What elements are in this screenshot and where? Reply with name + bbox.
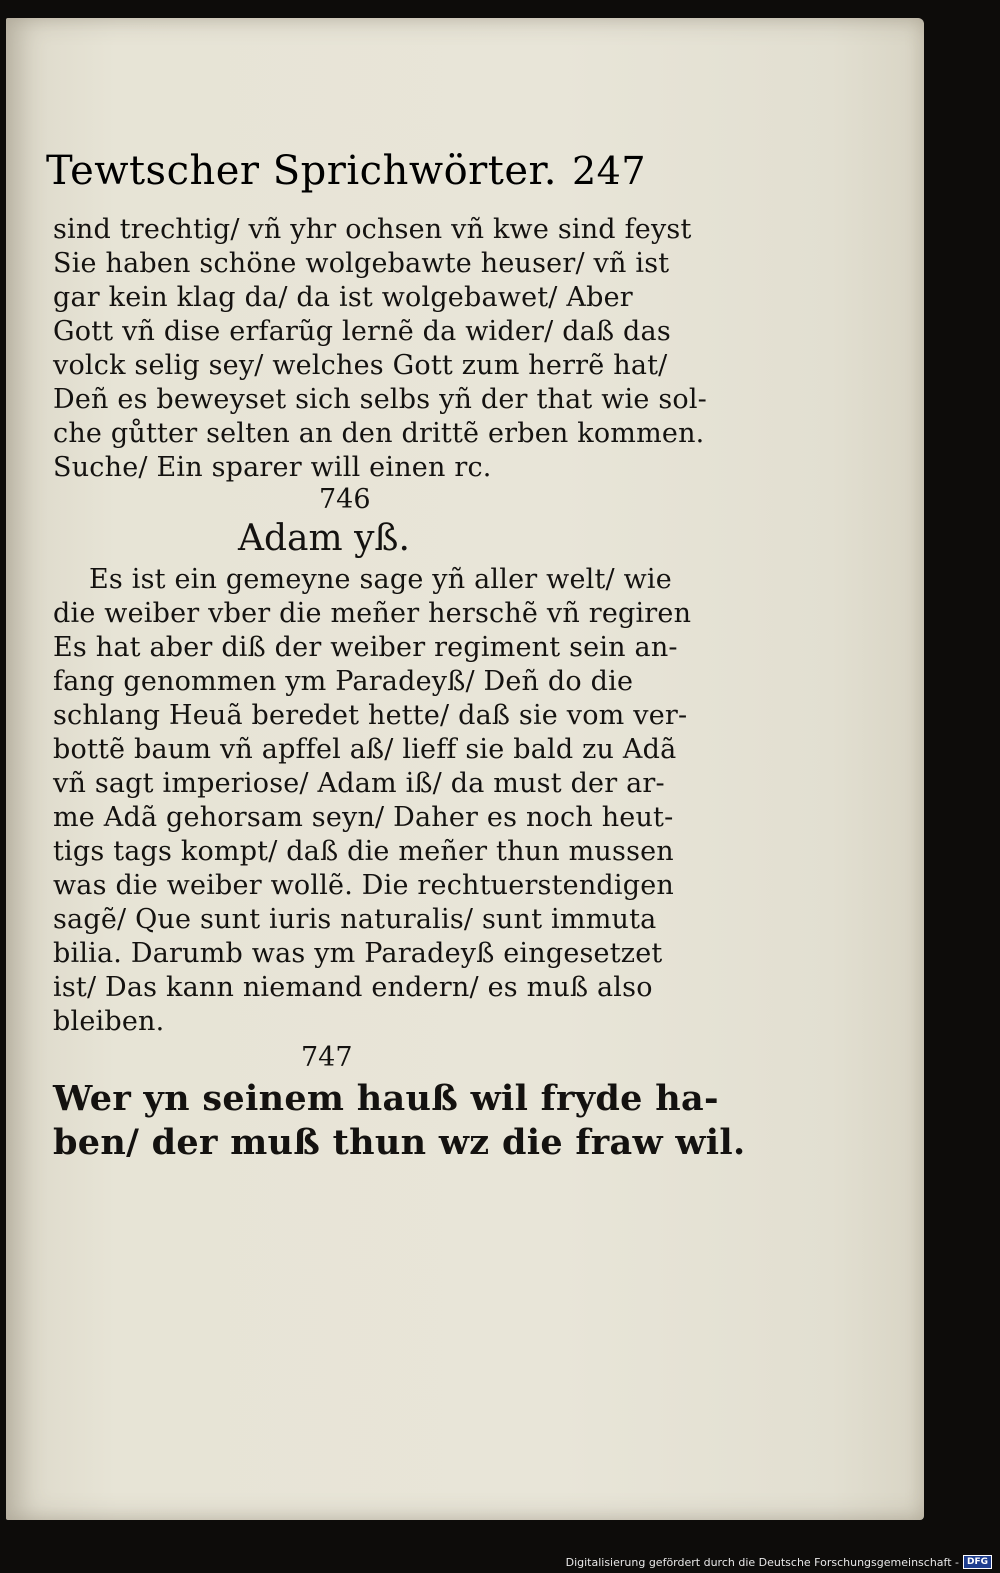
entry-number-746: 746 xyxy=(319,484,371,515)
dfg-logo: DFG xyxy=(963,1555,992,1569)
entry-heading-746: Adam yß. xyxy=(238,518,410,559)
text-line: me Adã gehorsam seyn/ Daher es noch heut- xyxy=(53,802,674,833)
text-line: Deñ es beweyset sich selbs yñ der that wie sol- xyxy=(53,384,707,415)
book-page xyxy=(6,18,924,1520)
text-line: was die weiber wollẽ. Die rechtuerstendigen xyxy=(53,870,674,901)
text-line: che gůtter selten an den drittẽ erben kommen. xyxy=(53,418,705,449)
text-line: sagẽ/ Que sunt iuris naturalis/ sunt immuta xyxy=(53,904,657,935)
running-title: Tewtscher Sprichwörter. xyxy=(46,148,557,194)
proverb-line: ben/ der muß thun wz die fraw wil. xyxy=(53,1122,746,1163)
text-line: bleiben. xyxy=(53,1006,165,1037)
text-line: tigs tags kompt/ daß die meñer thun mussen xyxy=(53,836,674,867)
entry-number-747: 747 xyxy=(301,1042,353,1073)
page-number: 247 xyxy=(571,149,646,193)
text-line: ist/ Das kann niemand endern/ es muß also xyxy=(53,972,653,1003)
text-line: sind trechtig/ vñ yhr ochsen vñ kwe sind feyst xyxy=(53,214,692,245)
text-line: fang genommen ym Paradeyß/ Deñ do die xyxy=(53,666,634,697)
text-line: Suche/ Ein sparer will einen rc. xyxy=(53,452,492,483)
text-line: schlang Heuã beredet hette/ daß sie vom ver- xyxy=(53,700,688,731)
text-line: volck selig sey/ welches Gott zum herrẽ hat/ xyxy=(53,350,668,381)
text-line: Gott vñ dise erfarũg lernẽ da wider/ daß das xyxy=(53,316,671,347)
credit-text: Digitalisierung gefördert durch die Deutsche Forschungsgemeinschaft - xyxy=(565,1555,959,1569)
text-line: vñ sagt imperiose/ Adam iß/ da must der ar- xyxy=(53,768,665,799)
text-line: die weiber vber die meñer herschẽ vñ regiren xyxy=(53,598,692,629)
text-line: gar kein klag da/ da ist wolgebawet/ Aber xyxy=(53,282,633,313)
text-line: Es ist ein gemeyne sage yñ aller welt/ wie xyxy=(89,564,672,595)
text-line: Es hat aber diß der weiber regiment sein an- xyxy=(53,632,678,663)
text-line: bottẽ baum vñ apffel aß/ lieff sie bald zu Adã xyxy=(53,734,677,765)
text-line: bilia. Darumb was ym Paradeyß eingesetzet xyxy=(53,938,663,969)
digitization-credit xyxy=(566,1555,992,1569)
text-line: Sie haben schöne wolgebawte heuser/ vñ ist xyxy=(53,248,670,279)
proverb-line: Wer yn seinem hauß wil fryde ha- xyxy=(53,1078,719,1119)
running-header xyxy=(46,148,646,194)
